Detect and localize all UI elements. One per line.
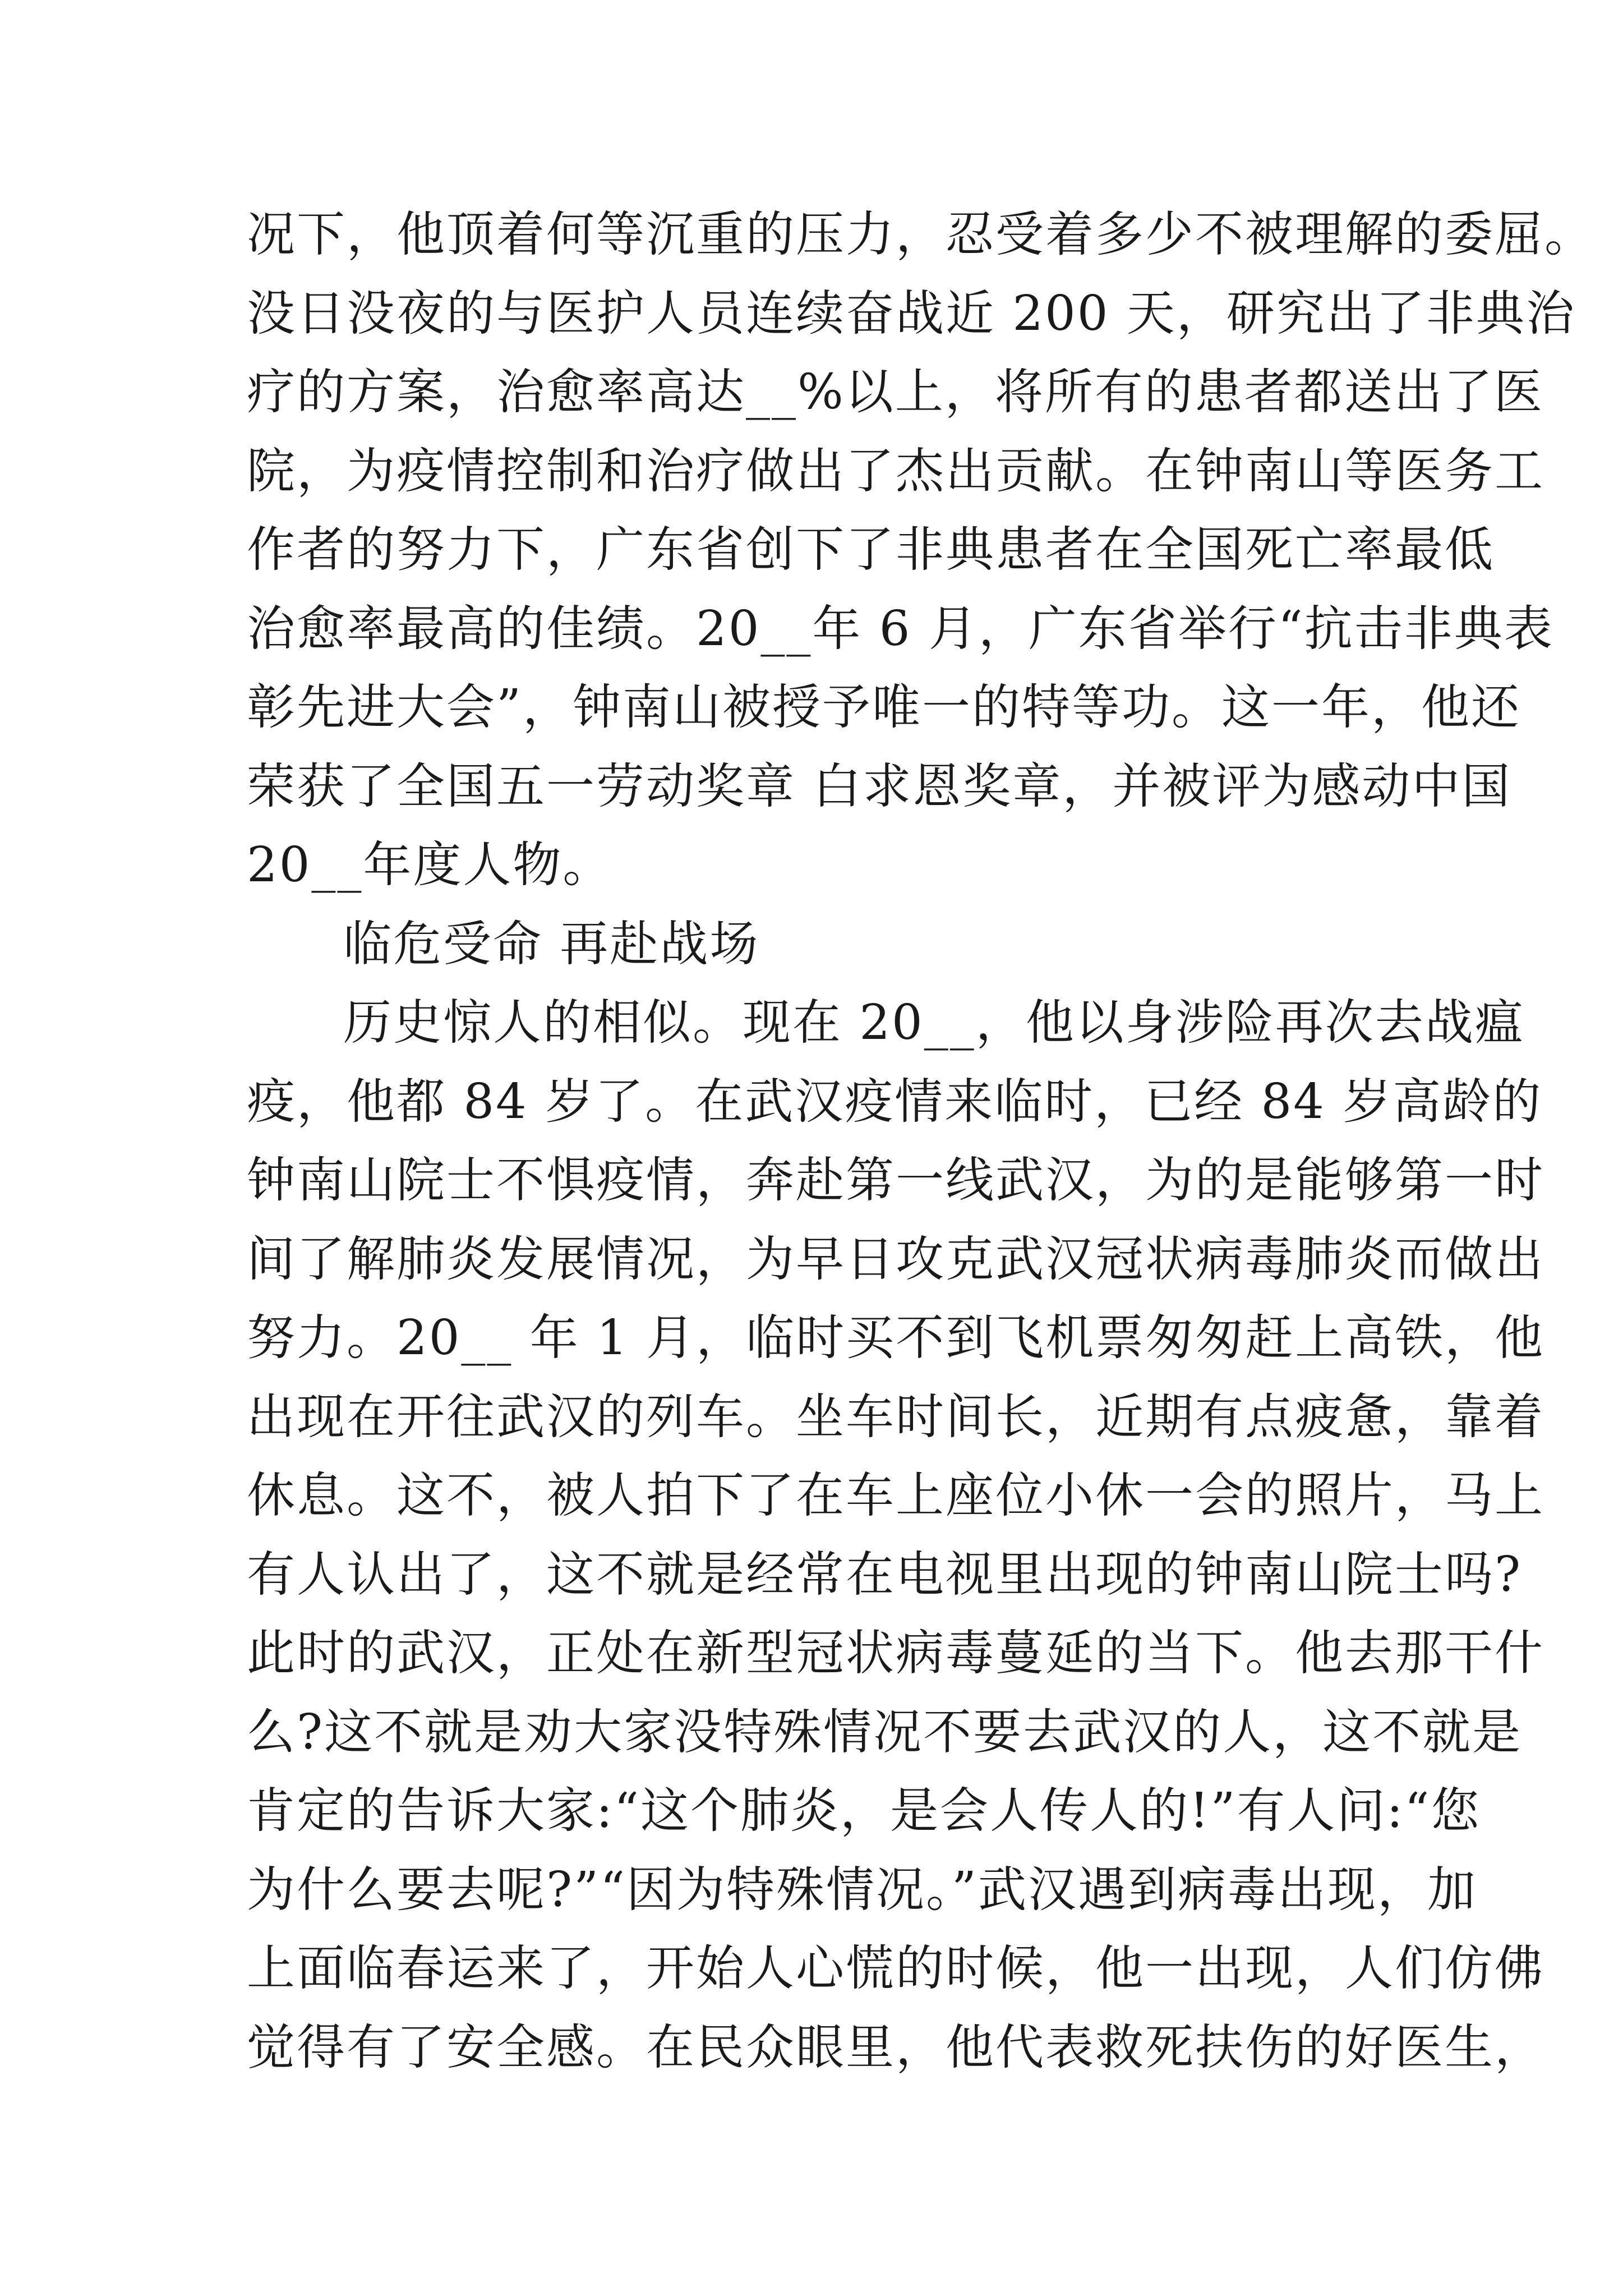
body-line-18: 有人认出了，这不就是经常在电视里出现的钟南山院士吗?: [247, 1546, 1523, 1603]
body-line-11: 历史惊人的相似。现在 20__，他以身涉险再次去战瘟: [343, 995, 1525, 1051]
body-line-13: 钟南山院士不惧疫情，奔赴第一线武汉，为的是能够第一时: [247, 1152, 1544, 1208]
body-line-17: 休息。这不，被人拍下了在车上座位小休一会的照片，马上: [247, 1467, 1544, 1524]
body-line-15: 努力。20__ 年 1 月，临时买不到飞机票匆匆赶上高铁，他: [247, 1310, 1545, 1366]
body-line-24: 觉得有了安全感。在民众眼里，他代表救死扶伤的好医生，: [247, 2019, 1544, 2076]
body-line-9: 20__年度人物。: [247, 837, 613, 893]
body-line-12: 疫，他都 84 岁了。在武汉疫情来临时，已经 84 岁高龄的: [247, 1073, 1543, 1130]
body-line-23: 上面临春运来了，开始人心慌的时候，他一出现，人们仿佛: [247, 1940, 1544, 1996]
section-heading: 临危受命 再赴战场: [343, 915, 760, 972]
body-line-3: 疗的方案，治愈率高达__%以上，将所有的患者都送出了医: [247, 364, 1544, 420]
body-line-19: 此时的武汉，正处在新型冠状病毒蔓延的当下。他去那干什: [247, 1625, 1544, 1681]
body-line-2: 没日没夜的与医护人员连续奋战近 200 天，研究出了非典治: [247, 285, 1576, 342]
body-line-14: 间了解肺炎发展情况，为早日攻克武汉冠状病毒肺炎而做出: [247, 1231, 1544, 1287]
document-body: [247, 195, 1594, 2087]
body-line-1: 况下，他顶着何等沉重的压力，忍受着多少不被理解的委屈。: [247, 206, 1594, 263]
body-line-20: 么?这不就是劝大家没特殊情况不要去武汉的人，这不就是: [247, 1704, 1523, 1760]
body-line-8: 荣获了全国五一劳动奖章 白求恩奖章，并被评为感动中国: [247, 758, 1512, 815]
body-line-5: 作者的努力下，广东省创下了非典患者在全国死亡率最低: [247, 522, 1495, 578]
body-line-22: 为什么要去呢?”“因为特殊情况。”武汉遇到病毒出现，加: [247, 1861, 1478, 1918]
body-line-6: 治愈率最高的佳绩。20__年 6 月，广东省举行“抗击非典表: [247, 600, 1554, 657]
body-line-7: 彰先进大会”，钟南山被授予唯一的特等功。这一年，他还: [247, 679, 1521, 735]
body-line-16: 出现在开往武汉的列车。坐车时间长，近期有点疲惫，靠着: [247, 1388, 1544, 1445]
body-line-21: 肯定的告诉大家:“这个肺炎，是会人传人的!”有人问:“您: [247, 1783, 1481, 1839]
body-line-4: 院，为疫情控制和治疗做出了杰出贡献。在钟南山等医务工: [247, 443, 1544, 499]
